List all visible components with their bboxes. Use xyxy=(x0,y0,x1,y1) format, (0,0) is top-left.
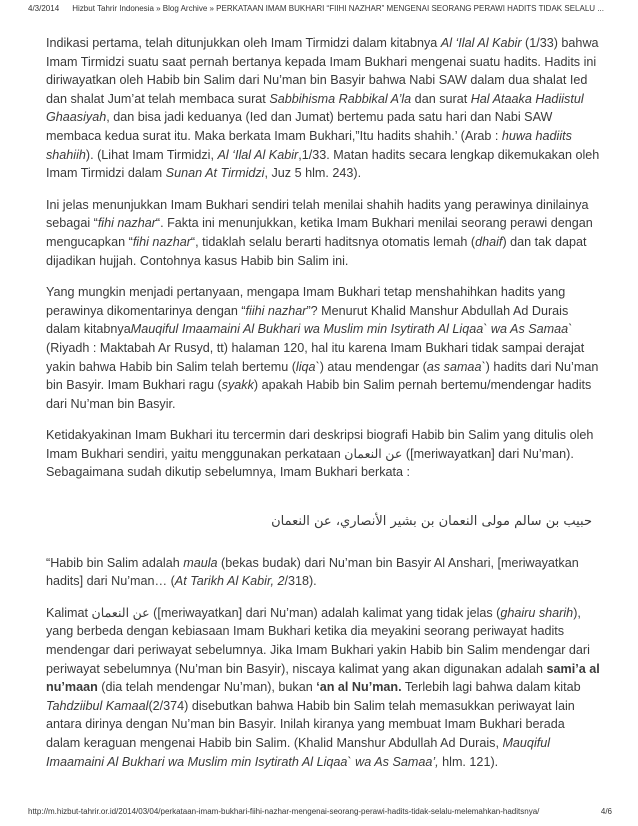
text: Ini jelas menunjukkan Imam Bukhari sendiri telah menilai shahih hadits yang perawinya dinilainya sebagai “ xyxy=(46,197,589,231)
surah-name: Hal Ataaka Hadiistul Ghaasiyah xyxy=(46,91,584,125)
text: “, tidaklah selalu berarti haditsnya otomatis lemah ( xyxy=(190,234,476,249)
text: ). (Lihat Imam Tirmidzi, xyxy=(85,147,218,162)
book-title: Mauqiful Imaamaini Al Bukhari wa Muslim min Isytirath Al Liqaa` wa As Samaa’, xyxy=(46,736,551,769)
paragraph-5 xyxy=(46,554,602,591)
text: ), yang berbeda dengan kebiasaan Imam Bukhari ketika dia meyakini seorang periwayat hadits mendengar dari periwayat sebelumnya. Jika Imam Bukhari yakin Habib bin Salim mendengar dari periwayat sebelumnya (Nu’man bin Basyir), niscaya kalimat yang akan digunakan adalah xyxy=(46,605,590,676)
text: Ketidakyakinan Imam Bukhari itu tercermin dari deskripsi biografi Habib bin Salim yang ditulis oleh Imam Bukhari sendiri, yaitu menggunakan perkataan xyxy=(46,428,594,461)
footer-url[interactable]: http://m.hizbut-tahrir.or.id/2014/03/04/perkataan-imam-bukhari-fiihi-nazhar-mengenai-seorang-perawi-hadits-tidak-selalu-melemahkan-haditsnya/ xyxy=(28,807,540,816)
book-title: Al ‘Ilal Al Kabir xyxy=(217,147,299,162)
text: ) dan tak dapat dijadikan hujjah. Contohnya kasus Habib bin Salim ini. xyxy=(46,234,587,268)
text: ) apakah Habib bin Salim pernah bertemu/mendengar hadits dari Nu’man bin Basyir. xyxy=(46,378,592,411)
text: (1/33) bahwa Imam Tirmidzi suatu saat pernah bertanya kepada Imam Bukhari mengenai suatu hadits. Hadits ini diriwayatkan oleh Habib bin Salim dari Nu’man bin Basyir bahwa Nabi SAW dalam dua shalat Ied dan shalat Jum’at telah membaca surat xyxy=(46,36,599,106)
book-title: Mauqiful Imaamaini Al Bukhari wa Muslim min Isytirath Al Liqaa` wa As Samaa` xyxy=(130,322,573,337)
text: “. Fakta ini menunjukkan, ketika Imam Bukhari menilai seorang perawi dengan mengucapkan “ xyxy=(46,216,593,249)
text: dan surat xyxy=(411,91,471,106)
text: (bekas budak) dari Nu’man bin Basyir Al Anshari, [meriwayatkan hadits] dari Nu’man… ( xyxy=(46,555,579,589)
book-title: Tahdziibul Kamaal xyxy=(46,698,149,713)
arabic-quote: حبيب بن سالم مولى النعمان بن بشير الأنصاري، عن النعمان xyxy=(271,514,592,530)
text: “Habib bin Salim adalah xyxy=(46,555,184,570)
book-title: At Tarikh Al Kabir, 2 xyxy=(174,574,285,589)
arabic-term: syakk xyxy=(221,378,254,393)
page-number: 4/6 xyxy=(600,807,612,816)
text: /318). xyxy=(284,574,317,589)
arabic-phrase: عن النعمان xyxy=(91,605,150,620)
arabic-term: ghairu sharih xyxy=(500,605,574,620)
text: Indikasi pertama, telah ditunjukkan oleh Imam Tirmidzi dalam kitabnya xyxy=(46,36,441,50)
text: (2/374) disebutkan bahwa Habib bin Salim telah memasukkan periwayat lain antara dirinya dengan Nu’man bin Basyir. Inilah kiranya yang membuat Imam Bukhari berada dalam keraguan mengenai Habib bin Salim. (Khalid Manshur Abdullah Ad Durais, xyxy=(46,698,575,750)
arabic-term: maula xyxy=(183,555,218,570)
surah-name: Sabbihisma Rabbikal A’la xyxy=(269,91,412,106)
text: ,1/33. Matan hadits secara lengkap dikemukakan oleh Imam Tirmidzi dalam xyxy=(46,147,600,181)
text: ) atau mendengar ( xyxy=(319,359,427,374)
text: (dia telah mendengar Nu’man), bukan xyxy=(97,680,317,695)
text: , dan bisa jadi keduanya (Ied dan Jumat) bertemu pada satu hari dan Nabi SAW membaca kedua surat itu. Maka berkata Imam Bukhari,”Itu hadits shahih.’ (Arab : xyxy=(46,110,553,143)
text: (Riyadh : Maktabah Ar Rusyd, tt) halaman 120, hal itu karena Imam Bukhari tidak sampai derajat yakin bahwa Habib bin Salim telah bertemu ( xyxy=(46,340,585,374)
arabic-term: dhaif xyxy=(475,234,503,249)
header-title: Hizbut Tahrir Indonesia » Blog Archive » PERKATAAN IMAM BUKHARI “FIIHI NAZHAR” MENGENAI SEORANG PERAWI HADITS TIDAK SELALU ... xyxy=(72,4,604,13)
arabic-term-bold: sami’a al nu’maan xyxy=(46,661,600,695)
page-header xyxy=(28,4,628,13)
arabic-term: fihi nazhar xyxy=(97,216,156,231)
text: Yang mungkin menjadi pertanyaan, mengapa Imam Bukhari tetap menshahihkan hadits yang perawinya dikomentarinya dengan “ xyxy=(46,285,566,318)
text: ([meriwayatkan] dari Nu’man). Sebagaimana sudah dikutip sebelumnya, Imam Bukhari berkata : xyxy=(46,446,574,480)
paragraph-6 xyxy=(46,604,602,771)
book-title: Sunan At Tirmidzi xyxy=(165,166,265,181)
page-footer xyxy=(28,807,612,816)
article-body xyxy=(46,34,602,784)
text: Kalimat xyxy=(46,605,92,620)
paragraph-4 xyxy=(46,426,602,482)
arabic-term: huwa hadiits shahiih xyxy=(46,128,572,162)
arabic-term-bold: ‘an al Nu’man. xyxy=(316,680,402,695)
text: ”? Menurut Khalid Manshur Abdullah Ad Durais dalam kitabnya xyxy=(46,303,569,337)
paragraph-2 xyxy=(46,196,602,270)
paragraph-3 xyxy=(46,283,602,413)
header-date: 4/3/2014 xyxy=(28,4,60,13)
book-title: Al ‘Ilal Al Kabir xyxy=(440,36,522,50)
text: Terlebih lagi bahwa dalam kitab xyxy=(401,680,581,695)
arabic-term: as samaa` xyxy=(426,359,486,374)
text: ) hadits dari Nu’man bin Basyir. Imam Bukhari ragu ( xyxy=(46,359,599,393)
arabic-term: liqa` xyxy=(295,359,320,374)
text: hlm. 121). xyxy=(438,754,499,769)
paragraph-1 xyxy=(46,34,602,183)
text: ([meriwayatkan] dari Nu’man) adalah kalimat yang tidak jelas ( xyxy=(149,605,501,620)
arabic-term: fihi nazhar xyxy=(132,234,191,249)
arabic-term: fiihi nazhar xyxy=(245,303,307,318)
text: , Juz 5 hlm. 243). xyxy=(264,166,362,181)
arabic-phrase: عن النعمان xyxy=(344,446,403,461)
